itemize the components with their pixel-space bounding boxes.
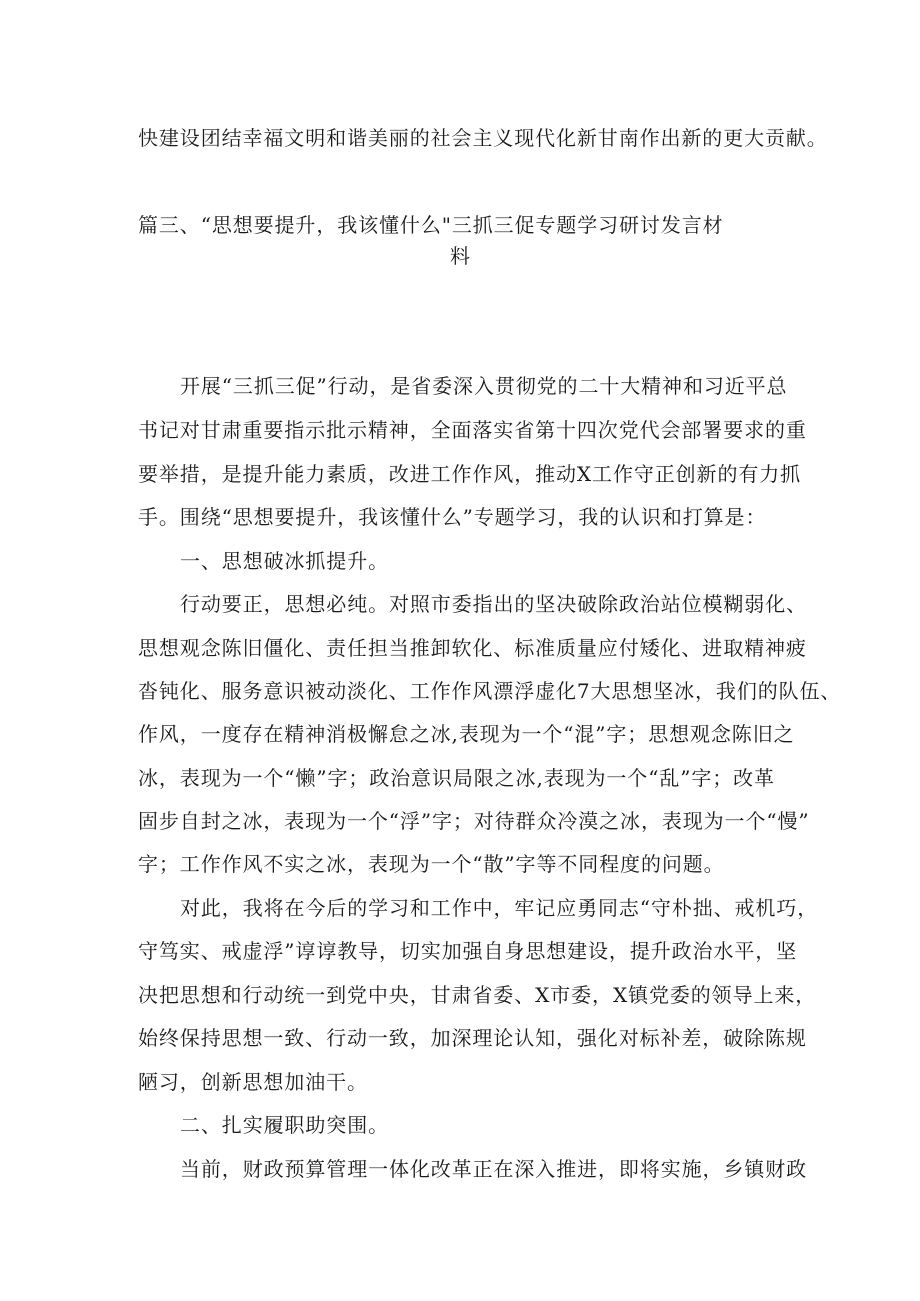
paragraph-line: 作风，一度存在精神消极懈怠之冰,表现为一个“混”字；思想观念陈旧之 [138, 722, 795, 746]
paragraph-line: 手。围绕“思想要提升，我该懂什么”专题学习，我的认识和打算是： [138, 505, 767, 529]
paragraph-line: 固步自封之冰，表现为一个“浮”字；对待群众冷漠之冰，表现为一个“慢” [138, 809, 810, 833]
paragraph-line: 陋习，创新思想加油干。 [138, 1070, 368, 1094]
paragraph-line: 思想观念陈旧僵化、责任担当推卸软化、标准质量应付矮化、进取精神疲 [138, 636, 807, 660]
paragraph-line: 要举措，是提升能力素质，改进工作作风，推动X工作守正创新的有力抓 [138, 462, 802, 486]
paragraph-line: 守笃实、戒虚浮”谆谆教导，切实加强自身思想建设，提升政治水平，坚 [138, 939, 798, 963]
paragraph-line: 开展“三抓三促”行动，是省委深入贯彻党的二十大精神和习近平总 [180, 374, 788, 398]
paragraph-line: 决把思想和行动统一到党中央，甘肃省委、X市委，X镇党委的领导上来， [138, 983, 817, 1007]
paragraph-line: 沓钝化、服务意识被动淡化、工作作风漂浮虚化7大思想坚冰，我们的队伍、 [138, 679, 842, 703]
intro-line: 快建设团结幸福文明和谐美丽的社会主义现代化新甘南作出新的更大贡献。 [138, 126, 828, 150]
section-title-continuation: 料 [450, 244, 470, 268]
paragraph-line: 书记对甘肃重要指示批示精神，全面落实省第十四次党代会部署要求的重 [138, 418, 807, 442]
subheading: 二、扎实履职助突围。 [180, 1113, 389, 1137]
paragraph-line: 字；工作作风不实之冰，表现为一个“散”字等不同程度的问题。 [138, 852, 725, 876]
subheading: 一、思想破冰抓提升。 [180, 549, 389, 573]
paragraph-line: 当前，财政预算管理一体化改革正在深入推进，即将实施，乡镇财政 [180, 1157, 807, 1181]
paragraph-line: 始终保持思想一致、行动一致，加深理论认知，强化对标补差，破除陈规 [138, 1026, 807, 1050]
paragraph-line: 行动要正，思想必纯。对照市委指出的坚决破除政治站位模糊弱化、 [180, 592, 807, 616]
paragraph-line: 对此，我将在今后的学习和工作中，牢记应勇同志“守朴拙、戒机巧， [180, 896, 819, 920]
paragraph-line: 冰，表现为一个“懒”字；政治意识局限之冰,表现为一个“乱”字；改革 [138, 766, 775, 790]
section-title: 篇三、“思想要提升，我该懂什么"三抓三促专题学习研讨发言材 [138, 213, 724, 237]
